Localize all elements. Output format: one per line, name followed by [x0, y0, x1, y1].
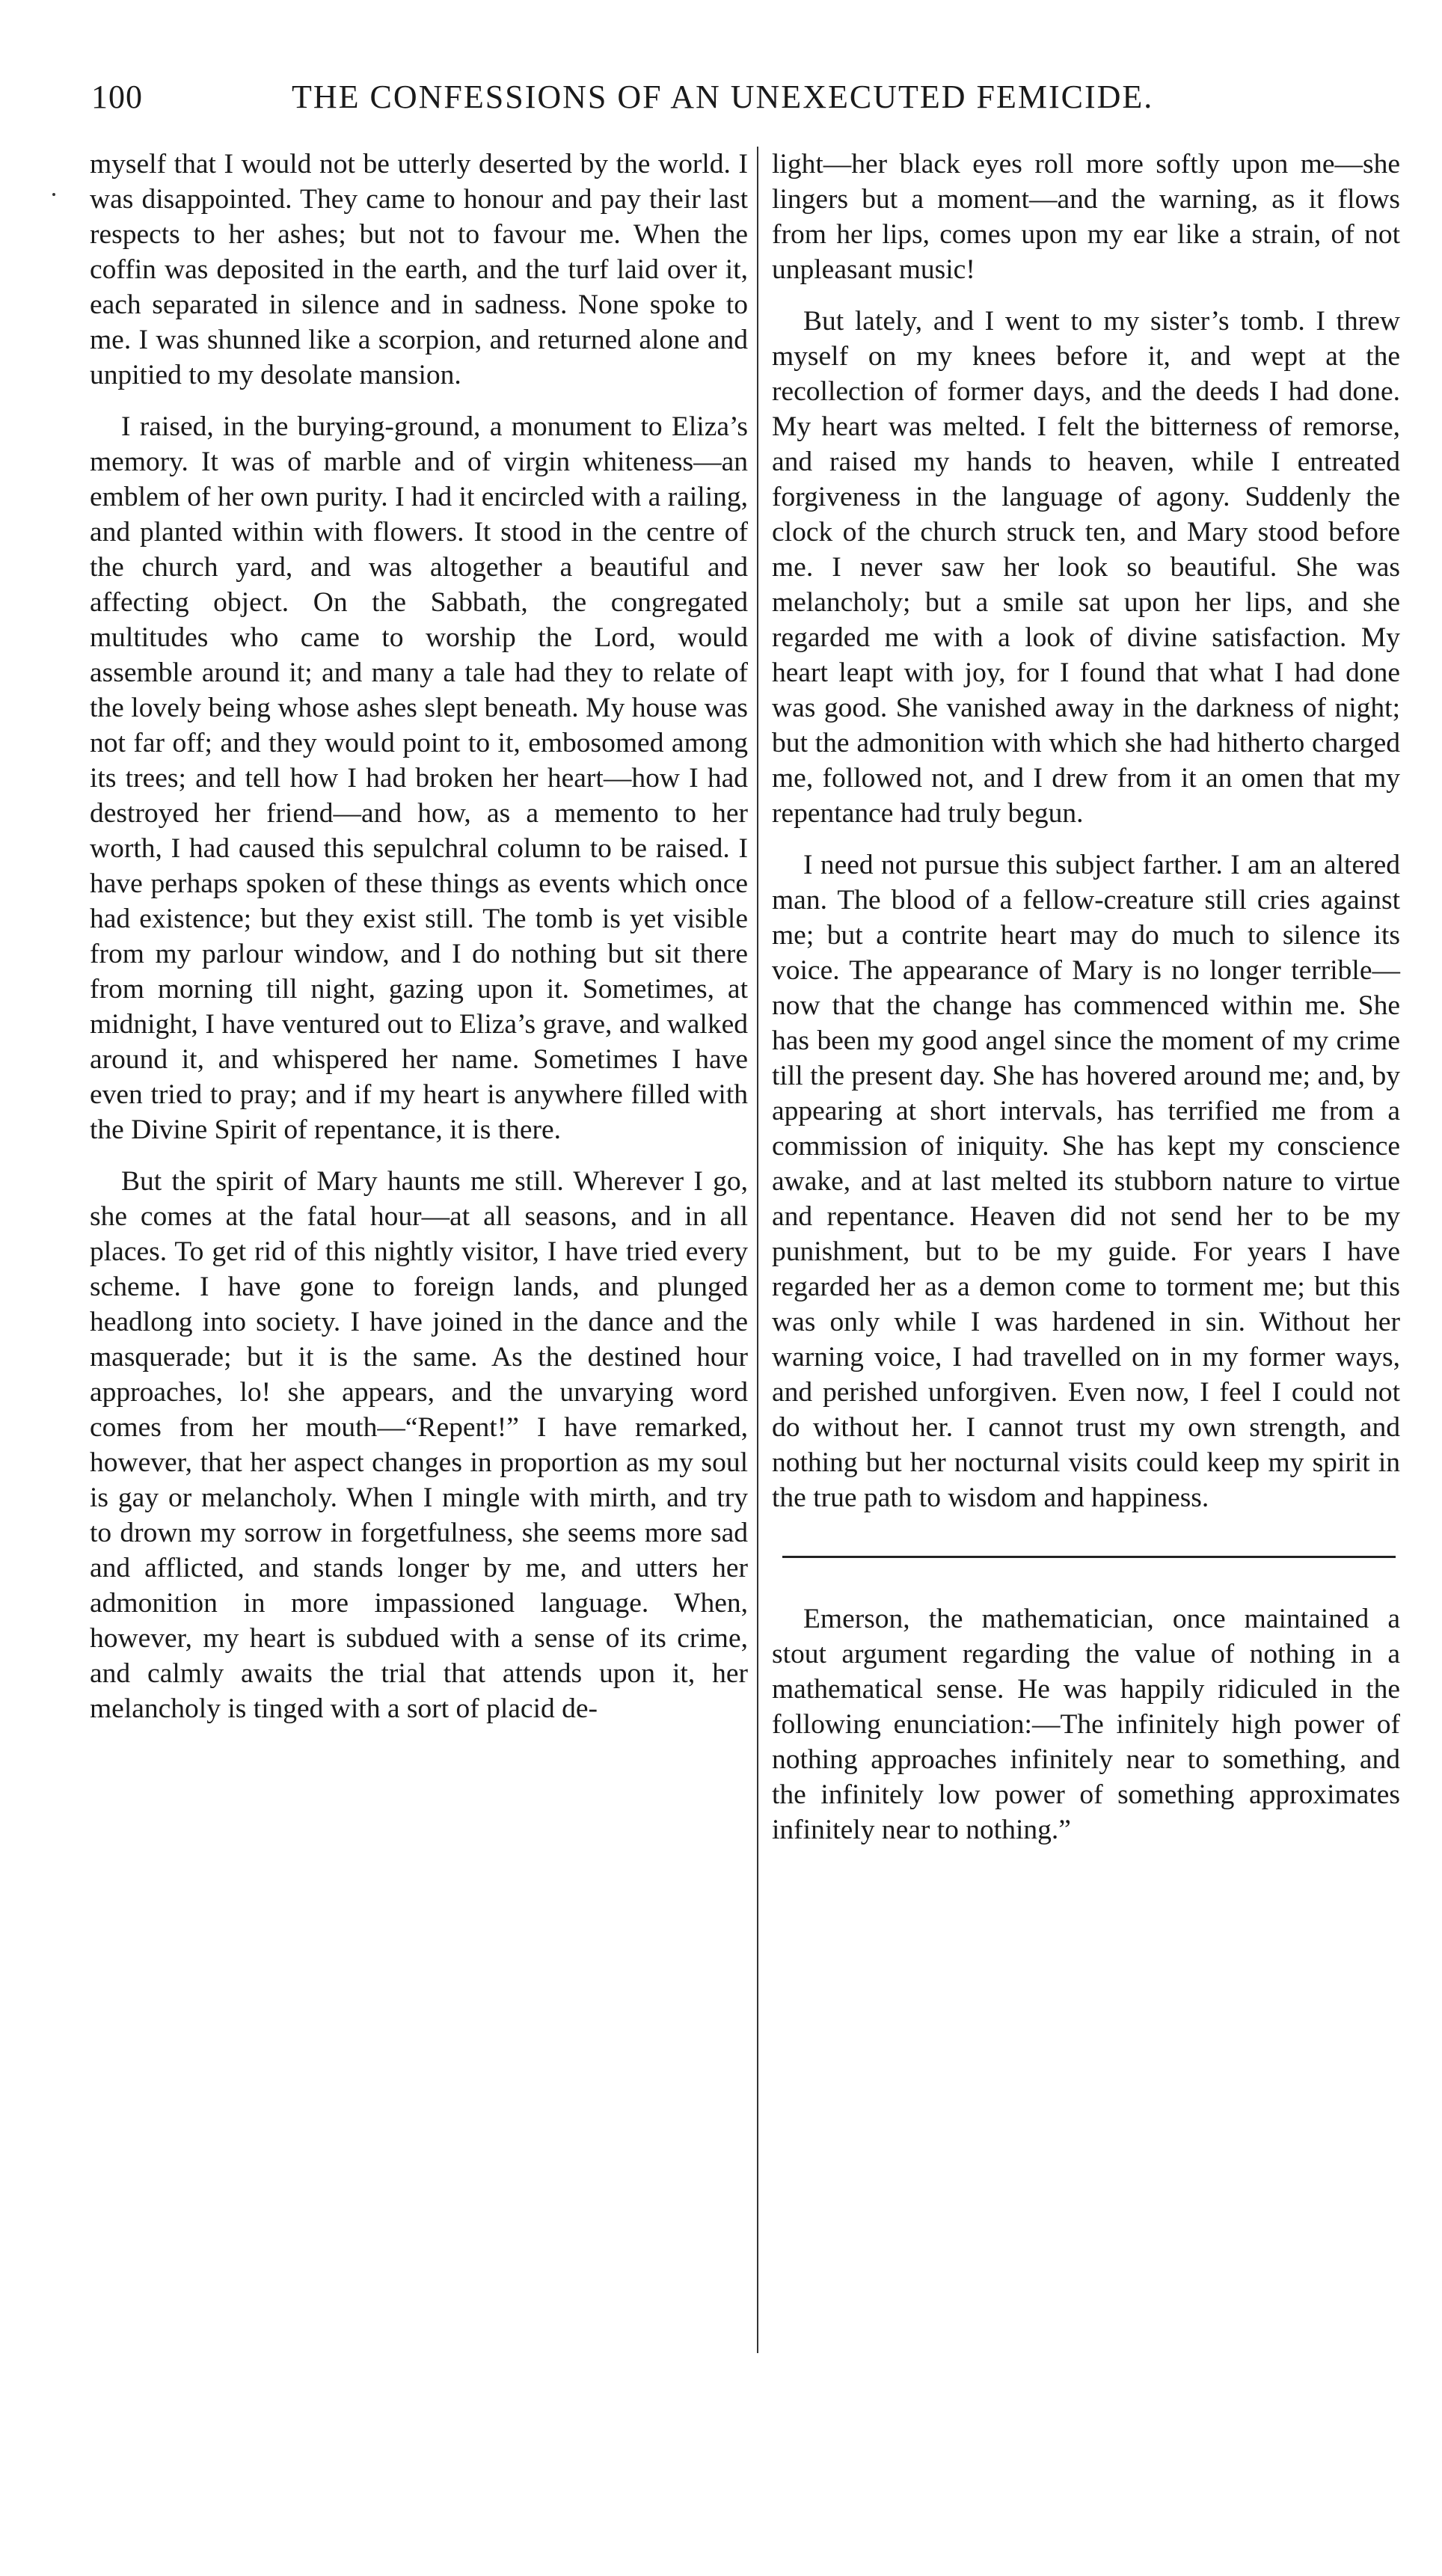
left-column [90, 147, 748, 1743]
section-divider [782, 1556, 1396, 1558]
page-number: 100 [91, 79, 143, 115]
right-column [772, 147, 1400, 1864]
anecdote-paragraph: Emerson, the mathematician, once maintained a stout argument regarding the value of nothing in a mathematical sense. He was happily ridiculed in the following enunciation:—The infinitely high power of nothing approaches infinitely near to something, and the infinitely low power of something approximates infinitely near to nothing.” [772, 1604, 1400, 1845]
paragraph: light—her black eyes roll more softly upon me—she lingers but a moment—and the warning, as it flows from her lips, comes upon my ear like a strain, of not unpleasant music! [772, 149, 1400, 285]
column-divider [757, 147, 758, 2353]
running-head [82, 73, 1399, 133]
paragraph: I raised, in the burying-ground, a monument to Eliza’s memory. It was of marble and of virgin whiteness—an emblem of her own purity. I had it encircled with a railing, and planted within with flowers. It stood in the centre of the church yard, and was altogether a beautiful and affecting object. On the Sabbath, the congregated multitudes who came to worship the Lord, would assemble around it; and many a tale had they to relate of the lovely being whose ashes slept beneath. My house was not far off; and they would point to it, embosomed among its trees; and tell how I had broken her heart—how I had destroyed her friend—and how, as a memento to her worth, I had caused this sepulchral column to be raised. I have perhaps spoken of these things as events which once had existence; but they exist still. The tomb is yet visible from my parlour window, and I do nothing but sit there from morning till night, gazing upon it. Sometimes, at midnight, I have ventured out to Eliza’s grave, and walked around it, and whispered her name. Sometimes I have even tried to pray; and if my heart is anywhere filled with the Divine Spirit of repentance, it is there. [90, 411, 748, 1145]
paragraph: But the spirit of Mary haunts me still. Wherever I go, she comes at the fatal hour—at all seasons, and in all places. To get rid of this nightly visitor, I have tried every scheme. I have gone to foreign lands, and plunged headlong into society. I have joined in the dance and the masquerade; but it is the same. As the destined hour approaches, lo! she appears, and the unvarying word comes from her mouth—“Repent!” I have remarked, however, that her aspect changes in proportion as my soul is gay or melancholy. When I mingle with mirth, and try to drown my sorrow in forgetfulness, she seems more sad and afflicted, and stands longer by me, and utters her admonition in more impassioned language. When, however, my heart is subdued with a sense of its crime, and calmly awaits the trial that attends upon it, her melancholy is tinged with a sort of placid de- [90, 1166, 748, 1724]
paragraph: myself that I would not be utterly deserted by the world. I was disappointed. They came to honour and pay their last respects to her ashes; but not to favour me. When the coffin was deposited in the earth, and the turf laid over it, each separated in silence and in sadness. None spoke to me. I was shunned like a scorpion, and returned alone and unpitied to my desolate mansion. [90, 149, 748, 390]
running-title: THE CONFESSIONS OF AN UNEXECUTED FEMICIDE. [292, 79, 1154, 115]
paragraph: I need not pursue this subject farther. I am an altered man. The blood of a fellow-creature still cries against me; but a contrite heart may do much to silence its voice. The appearance of Mary is no longer terrible—now that the change has commenced within me. She has been my good angel since the moment of my crime till the present day. She has hovered around me; and, by appearing at short intervals, has terrified me from a commission of iniquity. She has kept my conscience awake, and at last melted its stubborn nature to virtue and repentance. Heaven did not send her to be my punishment, but to be my guide. For years I have regarded her as a demon come to torment me; but this was only while I was hardened in sin. Without her warning voice, I had travelled on in my former ways, and perished unforgiven. Even now, I feel I could not do without her. I cannot trust my own strength, and nothing but her nocturnal visits could keep my spirit in the true path to wisdom and happiness. [772, 850, 1400, 1513]
paragraph: But lately, and I went to my sister’s tomb. I threw myself on my knees before it, and wept at the recollection of former days, and the deeds I had done. My heart was melted. I felt the bitterness of remorse, and raised my hands to heaven, while I entreated forgiveness in the language of agony. Suddenly the clock of the church struck ten, and Mary stood before me. I never saw her look so beautiful. She was melancholy; but a smile sat upon her lips, and she regarded me with a look of divine satisfaction. My heart leapt with joy, for I found that what I had done was good. She vanished away in the darkness of night; but the admonition with which she had hitherto charged me, followed not, and I drew from it an omen that my repentance had truly begun. [772, 306, 1400, 829]
ink-speck [52, 193, 55, 196]
